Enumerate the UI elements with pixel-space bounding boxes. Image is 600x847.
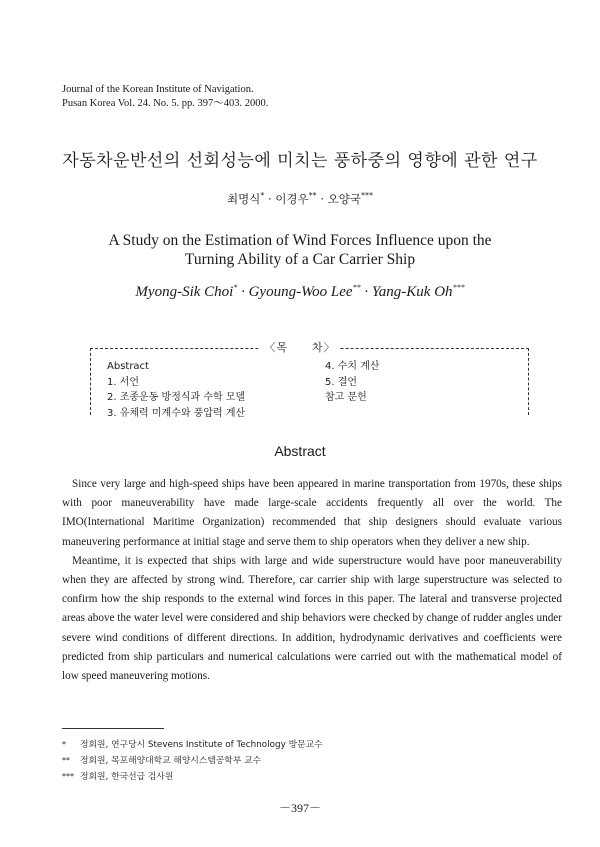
abstract-paragraph: Meantime, it is expected that ships with large and wide superstructure would have poor maneuverability when they are affected by strong wind. Therefore, car carrier ship with large superstructure was selected to confirm how the ship responds to the external wind forces in this paper. The lateral and transverse projected areas above the water level were considered and ship behaviors were checked by change of rudder angles under severe wind conditions of different directions. In addition, hydrodynamic derivatives and coefficients were predicted from ship particulars and numerical calculations were carried out with the mathematical model of low speed maneuvering motions. <box>62 554 562 683</box>
toc-item: 참고 문헌 <box>325 392 367 403</box>
footnote-mark: *** <box>62 772 74 781</box>
footnote-text: 정회원, 연구당시 Stevens Institute of Technology 방문교수 <box>80 740 323 750</box>
author-en-3: Yang-Kuk Oh <box>371 284 453 300</box>
footnote-text: 정회원, 목포해양대학교 해양시스템공학부 교수 <box>80 756 262 766</box>
abstract-paragraph: Since very large and high-speed ships have been appeared in marine transportation from 1970s, these ships with poor maneuverability have made large-scale accidents frequently all over the world. The IMO(International Maritime Organization) recommended that ship designers should evaluate various maneuvering performance at initial stage and serve them to ship operators when they deliver a new ship. <box>62 478 562 548</box>
toc-heading <box>0 339 600 355</box>
author-separator: · <box>320 192 328 206</box>
author-ko-2-mark: ** <box>308 191 317 201</box>
author-en-3-mark: *** <box>452 283 465 292</box>
footnote <box>62 769 323 785</box>
footnote <box>62 737 323 753</box>
journal-citation <box>62 83 268 111</box>
toc-item: 4. 수치 계산 <box>325 361 380 372</box>
korean-title: 자동차운반선의 선회성능에 미치는 풍하중의 영향에 관한 연구 <box>62 151 538 171</box>
author-ko-1: 최명식 <box>227 192 261 206</box>
author-ko-3-mark: *** <box>360 191 373 201</box>
toc-right-column <box>325 359 380 406</box>
author-en-1: Myong-Sik Choi <box>135 284 234 300</box>
journal-volume: Pusan Korea Vol. 24. No. 5. pp. 397～403. 2000. <box>62 98 269 109</box>
journal-name: Journal of the Korean Institute of Navigation. <box>62 84 254 95</box>
footnote-mark: * <box>62 740 66 749</box>
abstract-heading: Abstract <box>274 443 326 459</box>
abstract-body <box>62 475 562 686</box>
korean-authors <box>0 191 600 207</box>
author-separator: · <box>241 284 249 300</box>
author-ko-1-mark: * <box>260 191 265 201</box>
english-authors <box>0 283 600 301</box>
author-separator: · <box>364 284 372 300</box>
toc-item: 2. 조종운동 방정식과 수학 모델 <box>107 392 246 403</box>
author-en-1-mark: * <box>233 283 238 292</box>
toc-item: 5. 결언 <box>325 376 358 388</box>
footnote-mark: ** <box>62 756 70 765</box>
toc-left-column <box>107 359 245 421</box>
author-en-2: Gyoung-Woo Lee <box>248 284 353 300</box>
author-ko-2: 이경우 <box>275 192 309 206</box>
english-title <box>0 231 600 269</box>
toc-item: 3. 유체력 미계수와 풍압력 계산 <box>107 407 246 419</box>
footnotes <box>62 737 323 785</box>
english-title-line-2: Turning Ability of a Car Carrier Ship <box>184 251 416 268</box>
toc-heading-label: 〈목 차〉 <box>260 341 339 354</box>
footnote-divider <box>62 728 164 729</box>
author-separator: · <box>268 192 276 206</box>
toc-item: Abstract <box>107 361 149 372</box>
page-number: －397－ <box>278 801 321 815</box>
footnote <box>62 753 323 769</box>
table-of-contents <box>90 348 529 419</box>
footnote-text: 정회원, 한국선급 검사원 <box>80 772 174 782</box>
author-ko-3: 오양국 <box>327 192 361 206</box>
author-en-2-mark: ** <box>352 283 361 292</box>
english-title-line-1: A Study on the Estimation of Wind Forces Influence upon the <box>108 232 492 249</box>
toc-item: 1. 서언 <box>107 376 140 388</box>
